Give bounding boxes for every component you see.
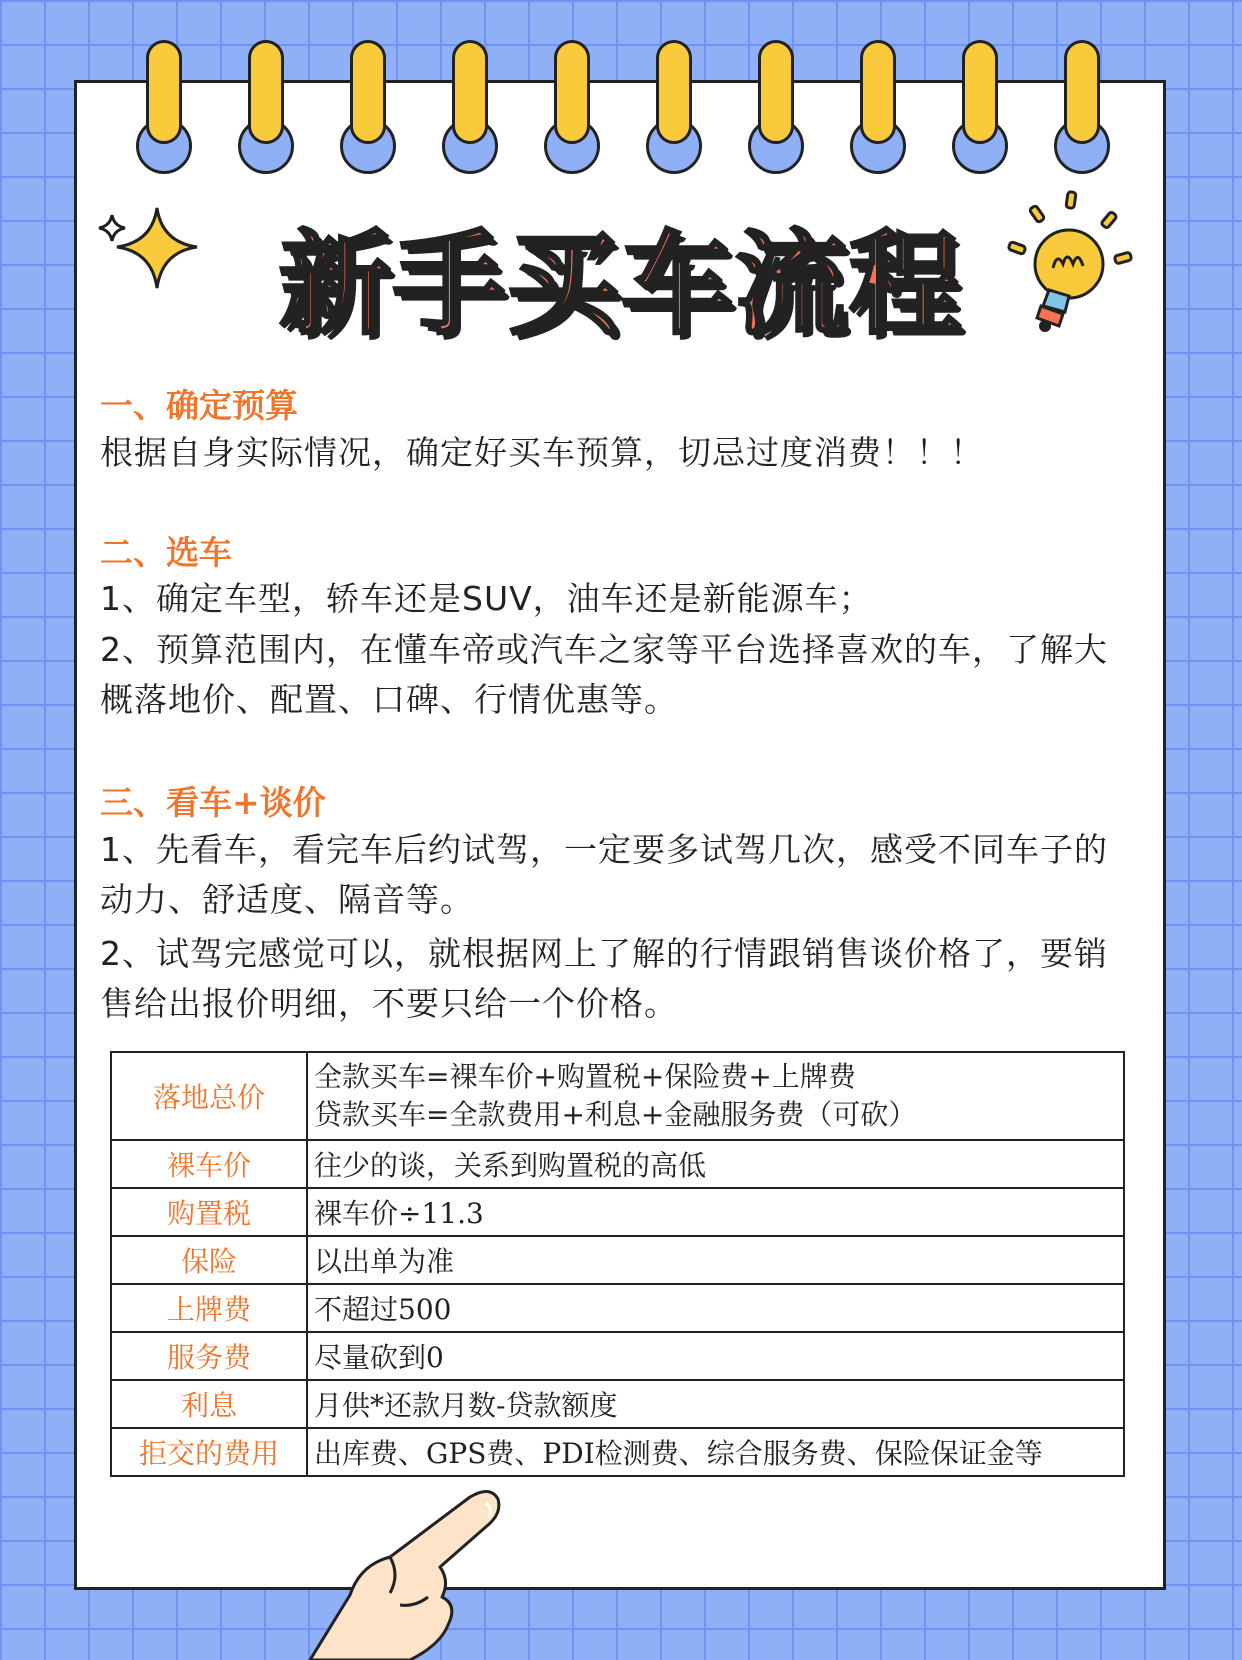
section-text-test-drive-1: 1、先看车，看完车后约试驾，一定要多试驾几次，感受不同车子的动力、舒适度、隔音等。 [100,830,1108,919]
binder-ring [344,40,392,148]
section-text-test-drive-2: 2、试驾完感觉可以，就根据网上了解的行情跟销售谈价格了，要销售给出报价明细，不要只给一个价格。 [100,934,1108,1023]
binder-ring [1058,40,1106,148]
pointing-hand-icon [250,1485,530,1660]
table-row [111,1188,1124,1236]
section-text-choose-car-2: 2、预算范围内，在懂车帝或汽车之家等平台选择喜欢的车，了解大概落地价、配置、口碑、行情优惠等。 [100,630,1108,719]
table-value [307,1052,1124,1140]
table-value: 月供*还款月数-贷款额度 [307,1380,1124,1428]
lightbulb-icon [1005,188,1135,338]
binder-ring [956,40,1004,148]
table-value: 不超过500 [307,1284,1124,1332]
binder-ring [854,40,902,148]
binder-ring [242,40,290,148]
table-row [111,1380,1124,1428]
fee-table [110,1051,1125,1477]
binder-ring [752,40,800,148]
table-row [111,1140,1124,1188]
table-key: 利息 [111,1380,307,1428]
section-heading-choose-car: 二、选车 [100,533,232,572]
table-row [111,1236,1124,1284]
table-key: 保险 [111,1236,307,1284]
table-value-line: 全款买车=裸车价+购置税+保险费+上牌费 [314,1060,856,1093]
binder-ring [548,40,596,148]
table-row [111,1428,1124,1476]
table-value: 裸车价÷11.3 [307,1188,1124,1236]
table-key: 服务费 [111,1332,307,1380]
table-key: 上牌费 [111,1284,307,1332]
binder-ring [140,40,188,148]
binder-ring [446,40,494,148]
table-key: 拒交的费用 [111,1428,307,1476]
table-key: 购置税 [111,1188,307,1236]
section-text-budget: 根据自身实际情况，确定好买车预算，切忌过度消费！！！ [100,433,984,472]
table-row [111,1052,1124,1140]
page-title: 新手买车流程 [279,220,963,350]
section-text-choose-car-1: 1、确定车型，轿车还是SUV，油车还是新能源车； [100,579,873,618]
table-key: 落地总价 [111,1052,307,1140]
section-heading-test-drive: 三、看车+谈价 [100,783,326,822]
table-value: 尽量砍到0 [307,1332,1124,1380]
table-value-line: 贷款买车=全款费用+利息+金融服务费（可砍） [314,1098,917,1131]
table-value: 以出单为准 [307,1236,1124,1284]
table-row [111,1284,1124,1332]
table-row [111,1332,1124,1380]
section-heading-budget: 一、确定预算 [100,386,298,425]
table-value: 往少的谈，关系到购置税的高低 [307,1140,1124,1188]
table-key: 裸车价 [111,1140,307,1188]
table-value: 出库费、GPS费、PDI检测费、综合服务费、保险保证金等 [307,1428,1124,1476]
binder-ring [650,40,698,148]
